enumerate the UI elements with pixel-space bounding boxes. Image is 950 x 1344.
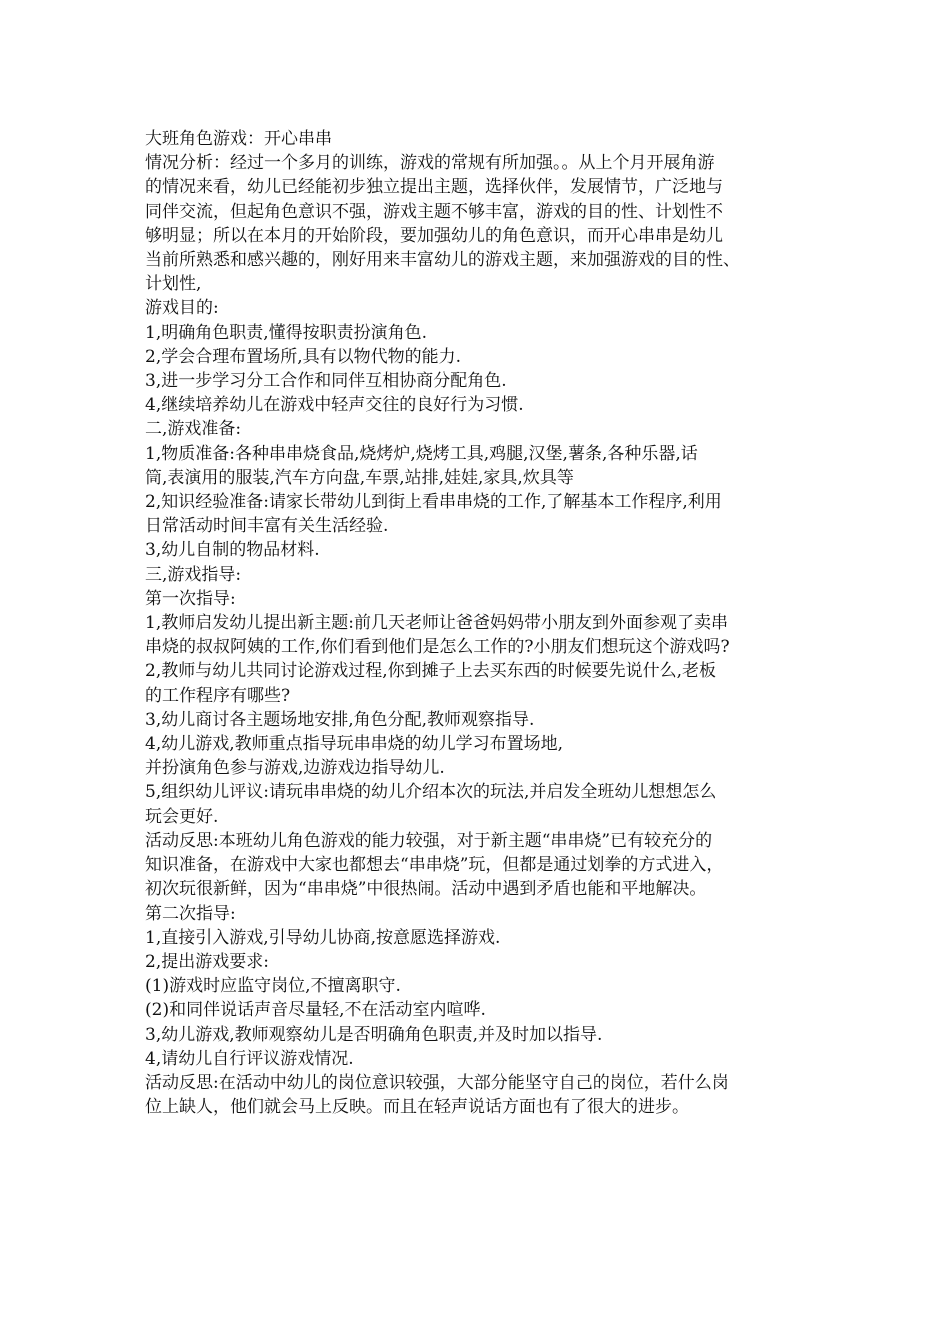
list-item: 玩会更好. [145, 806, 219, 827]
reflection-paragraph-line: 活动反思:在活动中幼儿的岗位意识较强，大部分能坚守自己的岗位，若什么岗 [145, 1072, 729, 1093]
list-item: 1,物质准备:各种串串烧食品,烧烤炉,烧烤工具,鸡腿,汉堡,薯条,各种乐器,话 [145, 443, 698, 464]
reflection-paragraph-line: 初次玩很新鲜，因为“串串烧”中很热闹。活动中遇到矛盾也能和平地解决。 [145, 879, 707, 900]
section-heading-goals: 游戏目的: [145, 298, 219, 319]
situation-analysis-line: 的情况来看，幼儿已经能初步独立提出主题，选择伙伴，发展情节，广泛地与 [145, 177, 723, 198]
list-item: 5,组织幼儿评议:请玩串串烧的幼儿介绍本次的玩法,并启发全班幼儿想想怎么 [145, 782, 717, 803]
list-item: 4,请幼儿自行评议游戏情况. [145, 1048, 354, 1069]
situation-analysis-line: 情况分析：经过一个多月的训练，游戏的常规有所加强。。从上个月开展角游 [145, 153, 715, 174]
situation-analysis-line: 同伴交流，但起角色意识不强，游戏主题不够丰富，游戏的目的性、计划性不 [145, 201, 723, 222]
list-item: 串烧的叔叔阿姨的工作,你们看到他们是怎么工作的?小朋友们想玩这个游戏吗? [145, 637, 730, 658]
list-item: 4,继续培养幼儿在游戏中轻声交往的良好行为习惯. [145, 395, 524, 416]
list-item: (1)游戏时应监守岗位,不擅离职守. [145, 976, 401, 997]
subheading-second-guidance: 第二次指导: [145, 903, 236, 924]
list-item: 1,直接引入游戏,引导幼儿协商,按意愿选择游戏. [145, 927, 501, 948]
situation-analysis-line: 计划性, [145, 274, 202, 295]
list-item: 日常活动时间丰富有关生活经验. [145, 516, 389, 537]
document-title: 大班角色游戏：开心串串 [145, 129, 332, 149]
situation-analysis-line: 当前所熟悉和感兴趣的，刚好用来丰富幼儿的游戏主题，来加强游戏的目的性、 [145, 250, 740, 271]
list-item: 并扮演角色参与游戏,边游戏边指导幼儿. [145, 758, 445, 779]
list-item: 2,学会合理布置场所,具有以物代物的能力. [145, 346, 462, 367]
list-item: (2)和同伴说话声音尽量轻,不在活动室内喧哗. [145, 1000, 486, 1021]
list-item: 筒,表演用的服装,汽车方向盘,车票,站排,娃娃,家具,炊具等 [145, 467, 574, 488]
list-item: 3,幼儿商讨各主题场地安排,角色分配,教师观察指导. [145, 709, 535, 730]
list-item: 2,知识经验准备:请家长带幼儿到街上看串串烧的工作,了解基本工作程序,利用 [145, 492, 722, 513]
reflection-paragraph-line: 位上缺人，他们就会马上反映。而且在轻声说话方面也有了很大的进步。 [145, 1097, 689, 1118]
section-heading-preparation: 二,游戏准备: [145, 419, 242, 440]
situation-analysis-line: 够明显；所以在本月的开始阶段，要加强幼儿的角色意识，而开心串串是幼儿 [145, 225, 723, 246]
list-item: 2,提出游戏要求: [145, 951, 269, 972]
reflection-paragraph-line: 活动反思:本班幼儿角色游戏的能力较强，对于新主题“串串烧”已有较充分的 [145, 830, 713, 851]
list-item: 2,教师与幼儿共同讨论游戏过程,你到摊子上去买东西的时候要先说什么,老板 [145, 661, 717, 682]
document-body [145, 127, 815, 1119]
list-item: 4,幼儿游戏,教师重点指导玩串串烧的幼儿学习布置场地, [145, 734, 564, 755]
list-item: 的工作程序有哪些? [145, 685, 291, 706]
list-item: 3,幼儿游戏,教师观察幼儿是否明确角色职责,并及时加以指导. [145, 1024, 603, 1045]
list-item: 3,幼儿自制的物品材料. [145, 540, 320, 561]
list-item: 1,教师启发幼儿提出新主题:前几天老师让爸爸妈妈带小朋友到外面参观了卖串 [145, 613, 728, 634]
subheading-first-guidance: 第一次指导: [145, 588, 236, 609]
reflection-paragraph-line: 知识准备，在游戏中大家也都想去“串串烧”玩，但都是通过划拳的方式进入， [145, 855, 724, 876]
list-item: 1,明确角色职责,懂得按职责扮演角色. [145, 322, 428, 343]
list-item: 3,进一步学习分工合作和同伴互相协商分配角色. [145, 371, 507, 392]
section-heading-guidance: 三,游戏指导: [145, 564, 242, 585]
